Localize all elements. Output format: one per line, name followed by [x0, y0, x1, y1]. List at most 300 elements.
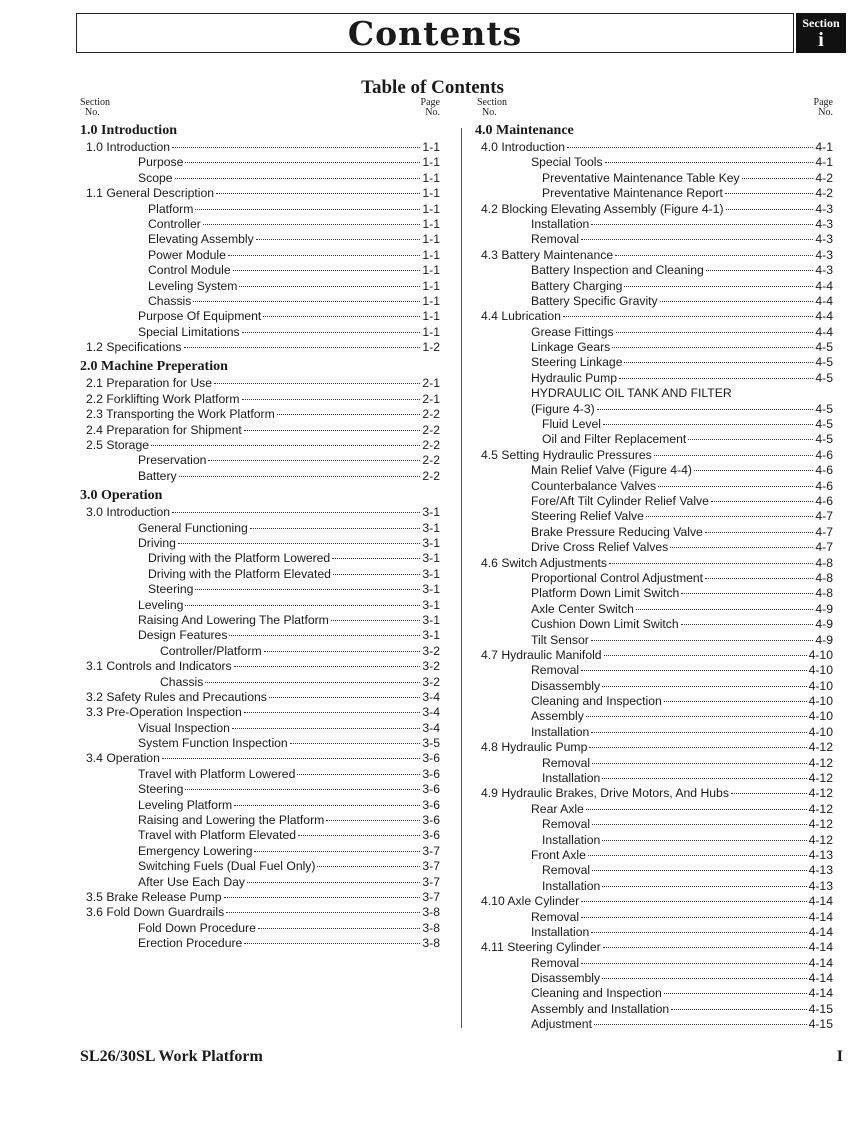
- toc-entry[interactable]: [80, 469, 440, 484]
- toc-entry[interactable]: [475, 248, 833, 263]
- toc-entry-title: Steering Relief Valve: [531, 509, 644, 524]
- toc-entry-page: 1-1: [422, 155, 440, 170]
- toc-entry-page: 4-2: [815, 186, 833, 201]
- toc-entry[interactable]: [475, 971, 833, 986]
- toc-entry[interactable]: [475, 817, 833, 832]
- toc-entry[interactable]: [80, 438, 440, 453]
- dot-leader: [185, 162, 420, 163]
- toc-entry[interactable]: [80, 936, 440, 951]
- dot-leader: [654, 455, 814, 456]
- dot-leader: [254, 851, 420, 852]
- dot-leader: [175, 178, 421, 179]
- toc-entry[interactable]: [80, 232, 440, 247]
- dot-leader: [589, 747, 806, 748]
- toc-entry[interactable]: [475, 494, 833, 509]
- toc-entry-page: 3-6: [422, 766, 440, 781]
- toc-entry-page: 3-7: [422, 874, 440, 889]
- toc-entry[interactable]: [80, 171, 440, 186]
- toc-entry[interactable]: [475, 155, 833, 170]
- toc-entry-page: 1-2: [422, 340, 440, 355]
- dot-leader: [705, 532, 814, 533]
- toc-entry-page: 4-10: [808, 694, 833, 709]
- toc-entry-title: Main Relief Valve (Figure 4-4): [531, 463, 692, 478]
- toc-entry[interactable]: [80, 140, 440, 155]
- toc-entry-title: Installation: [542, 771, 601, 786]
- toc-entry-page: 4-5: [815, 355, 833, 370]
- toc-entry-title: 4.8 Hydraulic Pump: [481, 740, 588, 755]
- toc-entry-page: 4-1: [815, 155, 833, 170]
- toc-entry[interactable]: [80, 521, 440, 536]
- toc-entry[interactable]: [475, 417, 833, 432]
- toc-entry-page: 1-1: [422, 201, 440, 216]
- toc-entry-title: 2.4 Preparation for Shipment: [86, 422, 242, 437]
- toc-entry-title: Control Module: [148, 263, 231, 278]
- dot-leader: [151, 445, 420, 446]
- dot-leader: [333, 574, 420, 575]
- toc-entry-page: 4-6: [815, 478, 833, 493]
- toc-entry[interactable]: [80, 217, 440, 232]
- toc-entry[interactable]: [80, 536, 440, 551]
- toc-entry-page: 3-6: [422, 813, 440, 828]
- toc-entry[interactable]: [475, 540, 833, 555]
- toc-entry-title: 1.2 Specifications: [86, 340, 182, 355]
- toc-entry-page: 4-10: [808, 647, 833, 662]
- toc-entry[interactable]: [475, 910, 833, 925]
- toc-entry-page: 2-2: [422, 422, 440, 437]
- toc-entry[interactable]: [80, 767, 440, 782]
- toc-entry[interactable]: [475, 386, 833, 401]
- toc-entry[interactable]: [80, 582, 440, 597]
- dot-leader: [297, 774, 420, 775]
- toc-entry-page: 3-4: [422, 720, 440, 735]
- toc-entry[interactable]: [475, 448, 833, 463]
- toc-entry[interactable]: [475, 879, 833, 894]
- toc-entry-page: 4-7: [815, 524, 833, 539]
- toc-entry[interactable]: [80, 392, 440, 407]
- toc-entry-title: Counterbalance Valves: [531, 478, 657, 493]
- toc-entry[interactable]: [475, 525, 833, 540]
- toc-entry-title: Travel with Platform Elevated: [138, 828, 297, 843]
- column-heading: [80, 98, 440, 122]
- toc-entry-title: 3.3 Pre-Operation Inspection: [86, 705, 242, 720]
- toc-entry[interactable]: [475, 402, 833, 417]
- toc-entry-page: 4-3: [815, 247, 833, 262]
- toc-entry[interactable]: [475, 140, 833, 155]
- toc-entry[interactable]: [80, 875, 440, 890]
- toc-entry[interactable]: [80, 309, 440, 324]
- toc-entry-page: 2-2: [422, 468, 440, 483]
- toc-entry-title: Visual Inspection: [138, 720, 230, 735]
- toc-entry-title: Driving with the Platform Elevated: [148, 566, 331, 581]
- toc-entry-page: 4-10: [808, 709, 833, 724]
- toc-entry[interactable]: [475, 556, 833, 571]
- toc-entry[interactable]: [475, 371, 833, 386]
- dot-leader: [591, 224, 813, 225]
- dot-leader: [705, 578, 813, 579]
- dot-leader: [602, 686, 807, 687]
- toc-entry-page: 4-9: [815, 632, 833, 647]
- toc-entry-page: 4-15: [808, 1001, 833, 1016]
- toc-entry[interactable]: [475, 602, 833, 617]
- toc-entry-page: 3-6: [422, 828, 440, 843]
- toc-entry[interactable]: [475, 740, 833, 755]
- toc-entry[interactable]: [80, 248, 440, 263]
- toc-entry[interactable]: [80, 598, 440, 613]
- section-tab-label: Section: [802, 16, 840, 30]
- dot-leader: [581, 901, 806, 902]
- column-divider: [461, 128, 462, 1028]
- toc-entry-page: 3-1: [422, 535, 440, 550]
- toc-entry[interactable]: [475, 232, 833, 247]
- toc-entry-page: 3-6: [422, 782, 440, 797]
- dot-leader: [612, 347, 813, 348]
- toc-entry-title: Leveling Platform: [138, 797, 233, 812]
- toc-entry[interactable]: [80, 325, 440, 340]
- dot-leader: [658, 486, 813, 487]
- toc-entry-page: 4-5: [815, 417, 833, 432]
- toc-entry[interactable]: [80, 721, 440, 736]
- toc-entry-page: 4-8: [815, 570, 833, 585]
- toc-entry-page: 1-1: [422, 309, 440, 324]
- dot-leader: [567, 147, 813, 148]
- toc-entry-title: Axle Center Switch: [531, 601, 634, 616]
- dot-leader: [581, 963, 807, 964]
- toc-entry[interactable]: [80, 628, 440, 643]
- toc-entry-title: Driving with the Platform Lowered: [148, 551, 331, 566]
- dot-leader: [594, 1024, 807, 1025]
- dot-leader: [681, 593, 813, 594]
- toc-entry-title: 4.11 Steering Cylinder: [481, 940, 601, 955]
- toc-entry-title: Hydraulic Pump: [531, 370, 618, 385]
- toc-entry[interactable]: [80, 844, 440, 859]
- toc-entry-title: 1.0 Introduction: [86, 140, 171, 154]
- toc-entry-title: Special Tools: [531, 155, 603, 170]
- toc-entry[interactable]: [475, 848, 833, 863]
- dot-leader: [586, 809, 807, 810]
- header-box: [76, 13, 794, 53]
- toc-entry-page: 4-1: [815, 140, 833, 154]
- toc-entry-title: Steering Linkage: [531, 355, 623, 370]
- toc-entry-page: 4-3: [815, 201, 833, 216]
- dot-leader: [244, 430, 421, 431]
- toc-entry-page: 1-1: [422, 140, 440, 154]
- toc-left-list: [80, 122, 440, 952]
- toc-entry[interactable]: [475, 940, 833, 955]
- toc-entry-title: Preventative Maintenance Table Key: [542, 170, 740, 185]
- toc-section-heading: 2.0 Machine Preperation: [80, 359, 228, 375]
- toc-entry-page: 3-1: [422, 612, 440, 627]
- toc-entry-title: Adjustment: [531, 1017, 592, 1032]
- toc-entry[interactable]: [475, 1017, 833, 1032]
- toc-entry-page: 4-4: [815, 324, 833, 339]
- toc-entry[interactable]: [80, 705, 440, 720]
- toc-entry-title: Oil and Filter Replacement: [542, 432, 687, 447]
- toc-entry-title: Disassembly: [531, 971, 601, 986]
- toc-entry[interactable]: [475, 771, 833, 786]
- toc-entry-page: 3-1: [422, 520, 440, 535]
- toc-entry[interactable]: [80, 828, 440, 843]
- toc-entry-title: Purpose: [138, 155, 184, 170]
- dot-leader: [264, 651, 421, 652]
- toc-entry[interactable]: [475, 279, 833, 294]
- toc-entry-title: Brake Pressure Reducing Valve: [531, 524, 703, 539]
- toc-entry-title: Installation: [542, 832, 601, 847]
- toc-entry-title: 3.1 Controls and Indicators: [86, 659, 232, 674]
- toc-entry[interactable]: [475, 186, 833, 201]
- toc-entry-title: Installation: [531, 724, 590, 739]
- toc-entry-page: 4-4: [815, 278, 833, 293]
- toc-section-heading: 4.0 Maintenance: [475, 123, 574, 138]
- dot-leader: [592, 870, 807, 871]
- toc-entry[interactable]: [475, 479, 833, 494]
- dot-leader: [624, 362, 813, 363]
- toc-entry-title: Removal: [531, 663, 580, 678]
- toc-entry-page: 1-1: [422, 263, 440, 278]
- toc-entry-page: 3-8: [422, 936, 440, 951]
- toc-entry-page: 4-14: [808, 940, 833, 955]
- toc-entry[interactable]: [475, 786, 833, 801]
- toc-entry[interactable]: [475, 663, 833, 678]
- column-heading: [475, 98, 833, 122]
- toc-entry-title: 3.4 Operation: [86, 751, 160, 766]
- toc-entry[interactable]: [80, 263, 440, 278]
- toc-entry[interactable]: [475, 571, 833, 586]
- dot-leader: [233, 270, 421, 271]
- toc-entry-page: 4-4: [815, 309, 833, 324]
- toc-entry[interactable]: [475, 986, 833, 1001]
- toc-entry[interactable]: [80, 659, 440, 674]
- toc-entry-page: 4-5: [815, 370, 833, 385]
- toc-entry[interactable]: [475, 309, 833, 324]
- toc-entry[interactable]: [80, 905, 440, 920]
- toc-entry[interactable]: [475, 617, 833, 632]
- toc-entry-title: Removal: [531, 909, 580, 924]
- toc-entry[interactable]: [80, 890, 440, 905]
- toc-entry[interactable]: [475, 217, 833, 232]
- toc-entry[interactable]: [475, 679, 833, 694]
- toc-entry-page: 3-2: [422, 674, 440, 689]
- toc-entry-title: Driving: [138, 535, 176, 550]
- toc-entry[interactable]: [475, 340, 833, 355]
- toc-entry[interactable]: [475, 263, 833, 278]
- dot-leader: [711, 501, 813, 502]
- toc-entry-page: 3-7: [422, 889, 440, 904]
- toc-entry-page: 4-6: [815, 447, 833, 462]
- toc-entry[interactable]: [80, 279, 440, 294]
- toc-entry-title: 4.6 Switch Adjustments: [481, 555, 607, 570]
- toc-entry-page: 4-10: [808, 724, 833, 739]
- toc-entry[interactable]: [475, 925, 833, 940]
- toc-entry[interactable]: [475, 586, 833, 601]
- toc-entry-title: Tilt Sensor: [531, 632, 589, 647]
- toc-entry[interactable]: [475, 756, 833, 771]
- section-heading-text: Section: [477, 97, 507, 108]
- dot-leader: [184, 347, 421, 348]
- toc-entry-title: After Use Each Day: [138, 874, 246, 889]
- toc-entry-title: Raising and Lowering the Platform: [138, 813, 325, 828]
- toc-entry[interactable]: [475, 956, 833, 971]
- toc-entry-page: 4-5: [815, 432, 833, 447]
- toc-entry[interactable]: [80, 798, 440, 813]
- dot-leader: [258, 928, 421, 929]
- toc-entry-page: 3-1: [422, 582, 440, 597]
- dot-leader: [581, 917, 807, 918]
- toc-entry-title: HYDRAULIC OIL TANK AND FILTER: [531, 386, 732, 401]
- toc-entry[interactable]: [80, 294, 440, 309]
- toc-entry[interactable]: [475, 894, 833, 909]
- toc-entry-title: Installation: [531, 216, 590, 231]
- toc-entry[interactable]: [475, 171, 833, 186]
- toc-entry-title: 4.5 Setting Hydraulic Pressures: [481, 447, 652, 462]
- toc-entry-title: Leveling: [138, 597, 184, 612]
- toc-entry[interactable]: [80, 505, 440, 520]
- toc-entry-page: 3-2: [422, 659, 440, 674]
- toc-entry[interactable]: [475, 709, 833, 724]
- toc-entry[interactable]: [80, 859, 440, 874]
- section-no-heading: [477, 98, 507, 118]
- toc-entry-title: (Figure 4-3): [531, 401, 595, 416]
- dot-leader: [244, 712, 421, 713]
- no-heading-text: No.: [85, 107, 100, 118]
- toc-entry-page: 1-1: [422, 278, 440, 293]
- toc-entry[interactable]: [80, 644, 440, 659]
- toc-entry[interactable]: [80, 376, 440, 391]
- dot-leader: [195, 589, 420, 590]
- toc-entry[interactable]: [80, 690, 440, 705]
- dot-leader: [269, 697, 420, 698]
- section-tab: [796, 13, 846, 53]
- dot-leader: [244, 943, 420, 944]
- toc-entry-title: 2.5 Storage: [86, 438, 150, 453]
- toc-entry[interactable]: [80, 407, 440, 422]
- toc-entry-title: Front Axle: [531, 847, 586, 862]
- toc-entry-page: 3-1: [422, 597, 440, 612]
- toc-entry-title: Cushion Down Limit Switch: [531, 617, 679, 632]
- toc-entry[interactable]: [475, 694, 833, 709]
- toc-entry-page: 4-10: [808, 678, 833, 693]
- toc-entry-page: 4-10: [808, 663, 833, 678]
- toc-entry[interactable]: [475, 509, 833, 524]
- dot-leader: [234, 805, 420, 806]
- dot-leader: [208, 460, 420, 461]
- toc-entry-title: General Functioning: [138, 520, 248, 535]
- toc-entry[interactable]: [80, 613, 440, 628]
- toc-entry-title: Chassis: [160, 674, 204, 689]
- toc-entry-page: 4-7: [815, 509, 833, 524]
- toc-entry[interactable]: [80, 551, 440, 566]
- toc-entry[interactable]: [80, 155, 440, 170]
- dot-leader: [592, 824, 807, 825]
- toc-entry[interactable]: [475, 463, 833, 478]
- toc-entry[interactable]: [475, 633, 833, 648]
- toc-entry-title: Steering: [148, 582, 194, 597]
- dot-leader: [619, 378, 813, 379]
- dot-leader: [563, 316, 813, 317]
- page-heading-text: Page: [813, 97, 833, 108]
- toc-entry-title: Fore/Aft Tilt Cylinder Relief Valve: [531, 493, 709, 508]
- dot-leader: [591, 932, 806, 933]
- dot-leader: [588, 855, 807, 856]
- toc-entry[interactable]: [475, 648, 833, 663]
- toc-entry[interactable]: [80, 423, 440, 438]
- toc-entry[interactable]: [80, 675, 440, 690]
- dot-leader: [185, 789, 420, 790]
- toc-entry-title: 3.5 Brake Release Pump: [86, 889, 222, 904]
- dot-leader: [326, 820, 420, 821]
- toc-entry-title: Removal: [531, 232, 580, 247]
- toc-entry[interactable]: [80, 567, 440, 582]
- dot-leader: [591, 640, 814, 641]
- toc-entry[interactable]: [475, 294, 833, 309]
- toc-entry[interactable]: [80, 202, 440, 217]
- dot-leader: [239, 286, 420, 287]
- toc-entry-title: Proportional Control Adjustment: [531, 570, 704, 585]
- toc-entry-page: 3-8: [422, 920, 440, 935]
- dot-leader: [671, 1009, 806, 1010]
- toc-entry-title: Preservation: [138, 453, 207, 468]
- toc-entry-page: 4-3: [815, 263, 833, 278]
- toc-entry-page: 4-14: [808, 894, 833, 909]
- toc-entry[interactable]: [475, 725, 833, 740]
- dot-leader: [604, 655, 807, 656]
- toc-entry[interactable]: [80, 736, 440, 751]
- toc-entry-page: 3-5: [422, 736, 440, 751]
- toc-entry-title: Purpose Of Equipment: [138, 309, 262, 324]
- page-heading-text: Page: [420, 97, 440, 108]
- toc-entry-page: 4-14: [808, 955, 833, 970]
- toc-entry-page: 3-1: [422, 628, 440, 643]
- toc-entry-page: 1-1: [422, 216, 440, 231]
- no-heading-text: No.: [482, 107, 497, 118]
- toc-entry[interactable]: [475, 802, 833, 817]
- toc-entry[interactable]: [475, 833, 833, 848]
- toc-entry-title: 3.0 Introduction: [86, 505, 171, 520]
- toc-entry[interactable]: [475, 432, 833, 447]
- toc-entry-title: 2.3 Transporting the Work Platform: [86, 407, 275, 422]
- toc-entry[interactable]: [475, 325, 833, 340]
- toc-entry[interactable]: [80, 921, 440, 936]
- toc-entry-title: Controller/Platform: [160, 643, 262, 658]
- toc-entry[interactable]: [80, 186, 440, 201]
- section-tab-number: i: [818, 29, 824, 51]
- toc-entry[interactable]: [80, 813, 440, 828]
- toc-entry[interactable]: [475, 202, 833, 217]
- toc-entry-title: Chassis: [148, 293, 192, 308]
- dot-leader: [597, 409, 814, 410]
- dot-leader: [263, 316, 420, 317]
- toc-entry[interactable]: [80, 453, 440, 468]
- toc-entry-title: 4.4 Lubrication: [481, 309, 561, 324]
- dot-leader: [242, 332, 421, 333]
- toc-entry[interactable]: [80, 751, 440, 766]
- toc-entry-page: 4-8: [815, 586, 833, 601]
- toc-entry[interactable]: [80, 340, 440, 355]
- toc-entry[interactable]: [475, 1002, 833, 1017]
- toc-entry-title: 4.0 Introduction: [481, 140, 566, 154]
- toc-entry-page: 4-13: [808, 847, 833, 862]
- page-no-heading: [814, 98, 833, 118]
- toc-entry-title: Design Features: [138, 628, 228, 643]
- toc-entry-title: 2.1 Preparation for Use: [86, 376, 213, 391]
- toc-entry-title: Cleaning and Inspection: [531, 694, 662, 709]
- toc-entry-page: 4-12: [808, 801, 833, 816]
- toc-entry[interactable]: [80, 782, 440, 797]
- toc-entry-title: Cleaning and Inspection: [531, 986, 662, 1001]
- toc-entry-title: 3.6 Fold Down Guardrails: [86, 905, 225, 920]
- toc-entry[interactable]: [475, 863, 833, 878]
- toc-entry[interactable]: [475, 355, 833, 370]
- toc-entry-page: 3-7: [422, 859, 440, 874]
